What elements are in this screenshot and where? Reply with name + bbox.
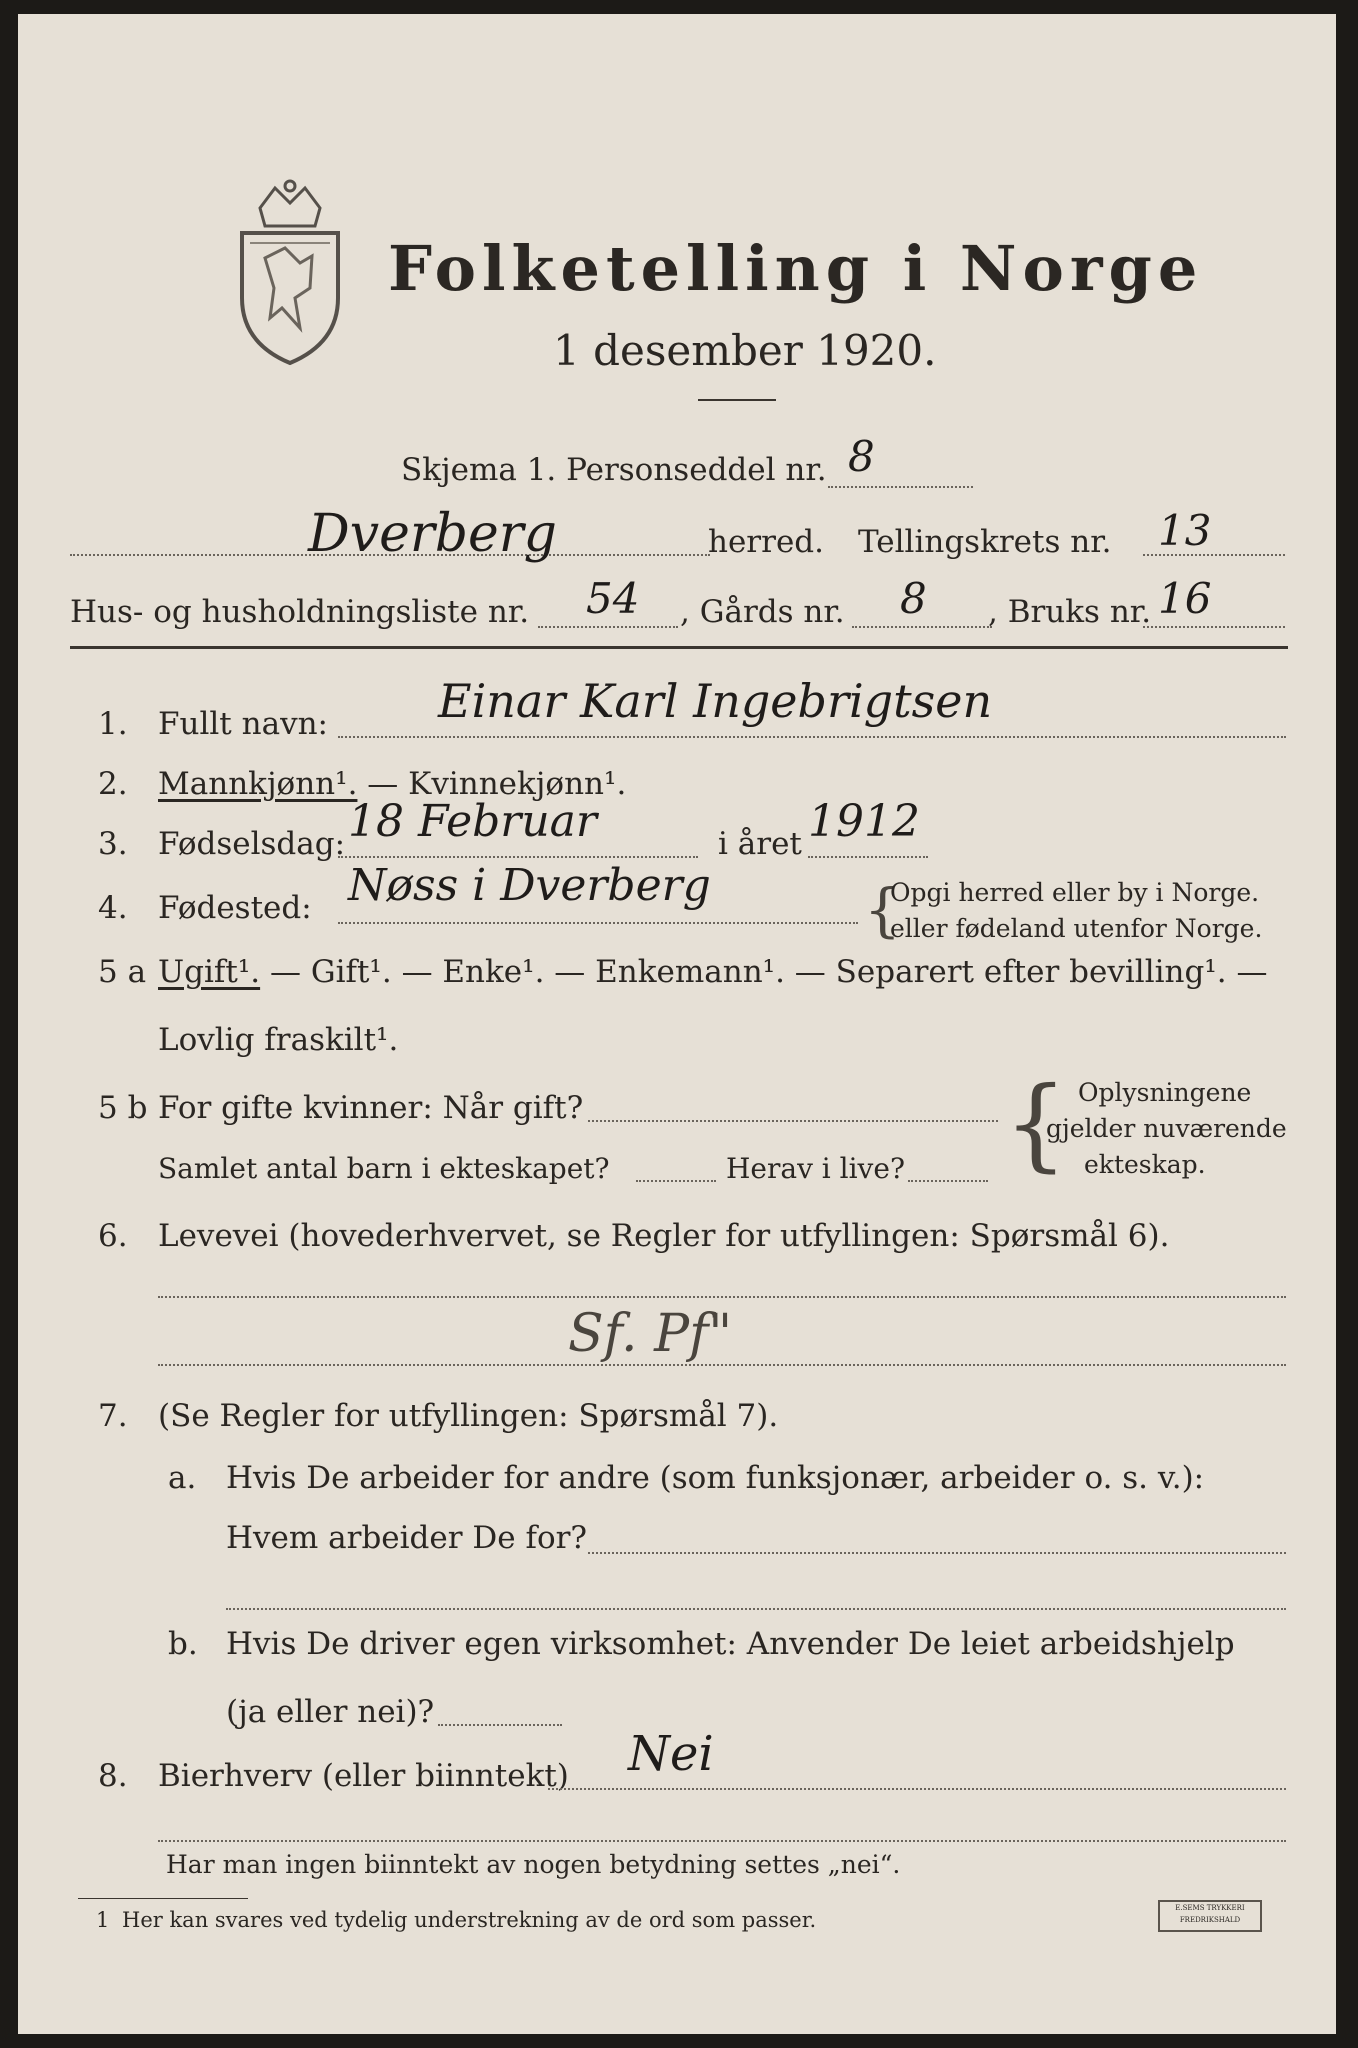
q5a-other-options: — Gift¹. — Enke¹. — Enkemann¹. — Separert efter bevilling¹. — [269, 954, 1268, 990]
tellingskrets-label: Tellingskrets nr. [858, 524, 1112, 560]
gards-value-line [852, 626, 992, 628]
footnote-text: Her kan svares ved tydelig understrekning av de ord som passer. [122, 1908, 817, 1932]
q2-separator: — [357, 766, 409, 802]
q7a-text: Hvis De arbeider for andre (som funksjonær, arbeider o. s. v.): [226, 1460, 1205, 1496]
q5b-note-line2: gjelder nuværende [1046, 1114, 1287, 1143]
q3-number: 3. [98, 826, 128, 862]
q2-mannkjonn-selected: Mannkjønn¹. [158, 766, 358, 802]
q5b-alive-line [908, 1180, 988, 1182]
herred-label: herred. [708, 524, 824, 560]
q5b-note-line3: ekteskap. [1084, 1150, 1206, 1179]
footnote-mark: 1 [96, 1908, 110, 1932]
q8-line2 [158, 1840, 1286, 1842]
hus-value: 54 [586, 574, 640, 623]
title-divider [698, 399, 776, 401]
q4-value: Nøss i Dverberg [348, 860, 711, 911]
q7b-line2: (ja eller nei)? [226, 1694, 435, 1730]
q6-label: Levevei (hovederhvervet, se Regler for utfyllingen: Spørsmål 6). [158, 1218, 1170, 1254]
q8-number: 8. [98, 1758, 128, 1794]
q7-number: 7. [98, 1398, 128, 1434]
tellingskrets-value: 13 [1158, 506, 1212, 555]
q8-label: Bierhverv (eller biinntekt) [158, 1758, 569, 1794]
q3-value: 18 Februar [348, 796, 597, 847]
q1-value: Einar Karl Ingebrigtsen [438, 674, 993, 728]
q5b-number: 5 b [98, 1090, 148, 1126]
q5a-options [158, 954, 1267, 990]
q3-year-label: i året [718, 826, 802, 862]
q7b-text: Hvis De driver egen virksomhet: Anvender De leiet arbeidshjelp [226, 1626, 1235, 1662]
q7a-employer-line [588, 1552, 1286, 1554]
skjema-label: Skjema 1. Personseddel nr. [401, 452, 827, 488]
bruks-label: , Bruks nr. [988, 594, 1152, 630]
bruks-value: 16 [1158, 574, 1212, 623]
q8-note: Har man ingen biinntekt av nogen betydning settes „nei“. [166, 1850, 901, 1879]
q3-year-line [808, 856, 928, 858]
q5a-number: 5 a [98, 954, 147, 990]
q6-line2 [158, 1364, 1286, 1366]
q5b-label: For gifte kvinner: Når gift? [158, 1090, 584, 1126]
q5b-when-married-line [588, 1120, 998, 1122]
norway-coat-of-arms-icon [230, 178, 350, 368]
q1-value-line [338, 736, 1286, 738]
q7b-letter: b. [168, 1626, 198, 1662]
q2-kvinnekjonn: Kvinnekjønn¹. [408, 766, 627, 802]
header-divider [70, 646, 1288, 649]
q3-label: Fødselsdag: [158, 826, 346, 862]
q7a-letter: a. [168, 1460, 197, 1496]
q5b-line2-alive: Herav i live? [726, 1152, 905, 1185]
q5b-line2-children: Samlet antal barn i ekteskapet? [158, 1152, 610, 1185]
q1-number: 1. [98, 706, 128, 742]
q4-note-line2: eller fødeland utenfor Norge. [890, 914, 1263, 943]
q7a-line2: Hvem arbeider De for? [226, 1520, 588, 1556]
q4-number: 4. [98, 890, 128, 926]
q5a-ugift-selected: Ugift¹. [158, 954, 261, 990]
q5b-children-line [636, 1180, 716, 1182]
printer-stamp [1158, 1900, 1262, 1932]
hus-label: Hus- og husholdningsliste nr. [70, 594, 530, 630]
q6-value: Sf. Pf" [568, 1304, 733, 1364]
q4-value-line [338, 922, 858, 924]
q6-number: 6. [98, 1218, 128, 1254]
skjema-value-line [828, 486, 973, 488]
skjema-value: 8 [848, 432, 875, 481]
q3-year-value: 1912 [808, 796, 920, 847]
q4-note-line1: Opgi herred eller by i Norge. [890, 878, 1260, 907]
q4-label: Fødested: [158, 890, 312, 926]
q1-label: Fullt navn: [158, 706, 328, 742]
q8-value: Nei [628, 1726, 714, 1782]
q5b-note-line1: Oplysningene [1078, 1078, 1252, 1107]
q5b-brace: { [1004, 1065, 1068, 1182]
q4-brace: { [864, 876, 901, 944]
q7b-answer-line [438, 1724, 562, 1726]
q3-value-line [338, 856, 698, 858]
gards-label: , Gårds nr. [680, 594, 845, 630]
form-title: Folketelling i Norge [388, 232, 1204, 305]
printer-stamp-text: E.SEMS TRYKKERI FREDRIKSHALD [1175, 1904, 1245, 1924]
herred-value: Dverberg [308, 504, 557, 564]
census-form-page [18, 14, 1336, 2034]
q7a-employer-line2 [226, 1608, 1286, 1610]
bruks-value-line [1143, 626, 1285, 628]
q6-line1 [158, 1296, 1286, 1298]
gards-value: 8 [900, 574, 927, 623]
form-date: 1 desember 1920. [553, 326, 937, 375]
q8-value-line [548, 1788, 1286, 1790]
q7-label: (Se Regler for utfyllingen: Spørsmål 7). [158, 1398, 779, 1434]
q2-number: 2. [98, 766, 128, 802]
hus-value-line [538, 626, 678, 628]
q5a-line2: Lovlig fraskilt¹. [158, 1022, 399, 1058]
footnote-divider [78, 1898, 248, 1899]
